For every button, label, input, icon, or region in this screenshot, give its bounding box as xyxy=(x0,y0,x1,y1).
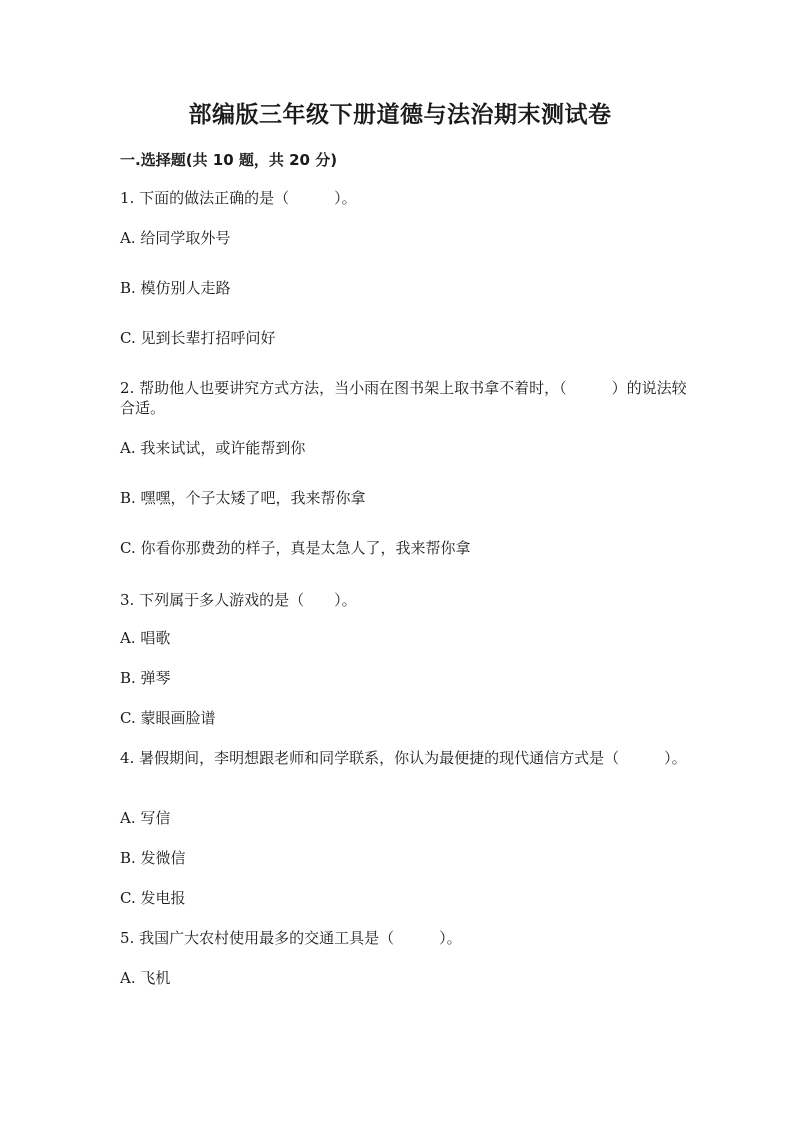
question-1-option-c: C. 见到长辈打招呼问好 xyxy=(120,329,276,347)
question-4-option-c: C. 发电报 xyxy=(120,889,186,907)
question-1-stem: 1. 下面的做法正确的是（ ）。 xyxy=(120,189,357,207)
question-4-option-b: B. 发微信 xyxy=(120,849,186,867)
question-5-stem: 5. 我国广大农村使用最多的交通工具是（ ）。 xyxy=(120,929,462,947)
question-3-option-c: C. 蒙眼画脸谱 xyxy=(120,709,216,727)
question-3-option-a: A. 唱歌 xyxy=(120,629,171,647)
question-4-stem: 4. 暑假期间，李明想跟老师和同学联系，你认为最便捷的现代通信方式是（ ）。 xyxy=(120,749,687,767)
page-title: 部编版三年级下册道德与法治期末测试卷 xyxy=(188,102,612,128)
question-1-option-b: B. 模仿别人走路 xyxy=(120,279,231,297)
question-2-option-b: B. 嘿嘿，个子太矮了吧，我来帮你拿 xyxy=(120,489,366,507)
question-1-option-a: A. 给同学取外号 xyxy=(120,229,231,247)
question-3-stem: 3. 下列属于多人游戏的是（ ）。 xyxy=(120,591,357,609)
question-5-option-a: A. 飞机 xyxy=(120,969,171,987)
question-2-stem: 2. 帮助他人也要讲究方式方法，当小雨在图书架上取书拿不着时，（ ）的说法较合适。 xyxy=(120,379,687,417)
question-4-option-a: A. 写信 xyxy=(120,809,171,827)
question-2-option-c: C. 你看你那费劲的样子，真是太急人了，我来帮你拿 xyxy=(120,539,471,557)
question-2-option-a: A. 我来试试，或许能帮到你 xyxy=(120,439,306,457)
question-3-option-b: B. 弹琴 xyxy=(120,669,171,687)
section-heading: 一.选择题(共 10 题，共 20 分) xyxy=(120,151,338,169)
